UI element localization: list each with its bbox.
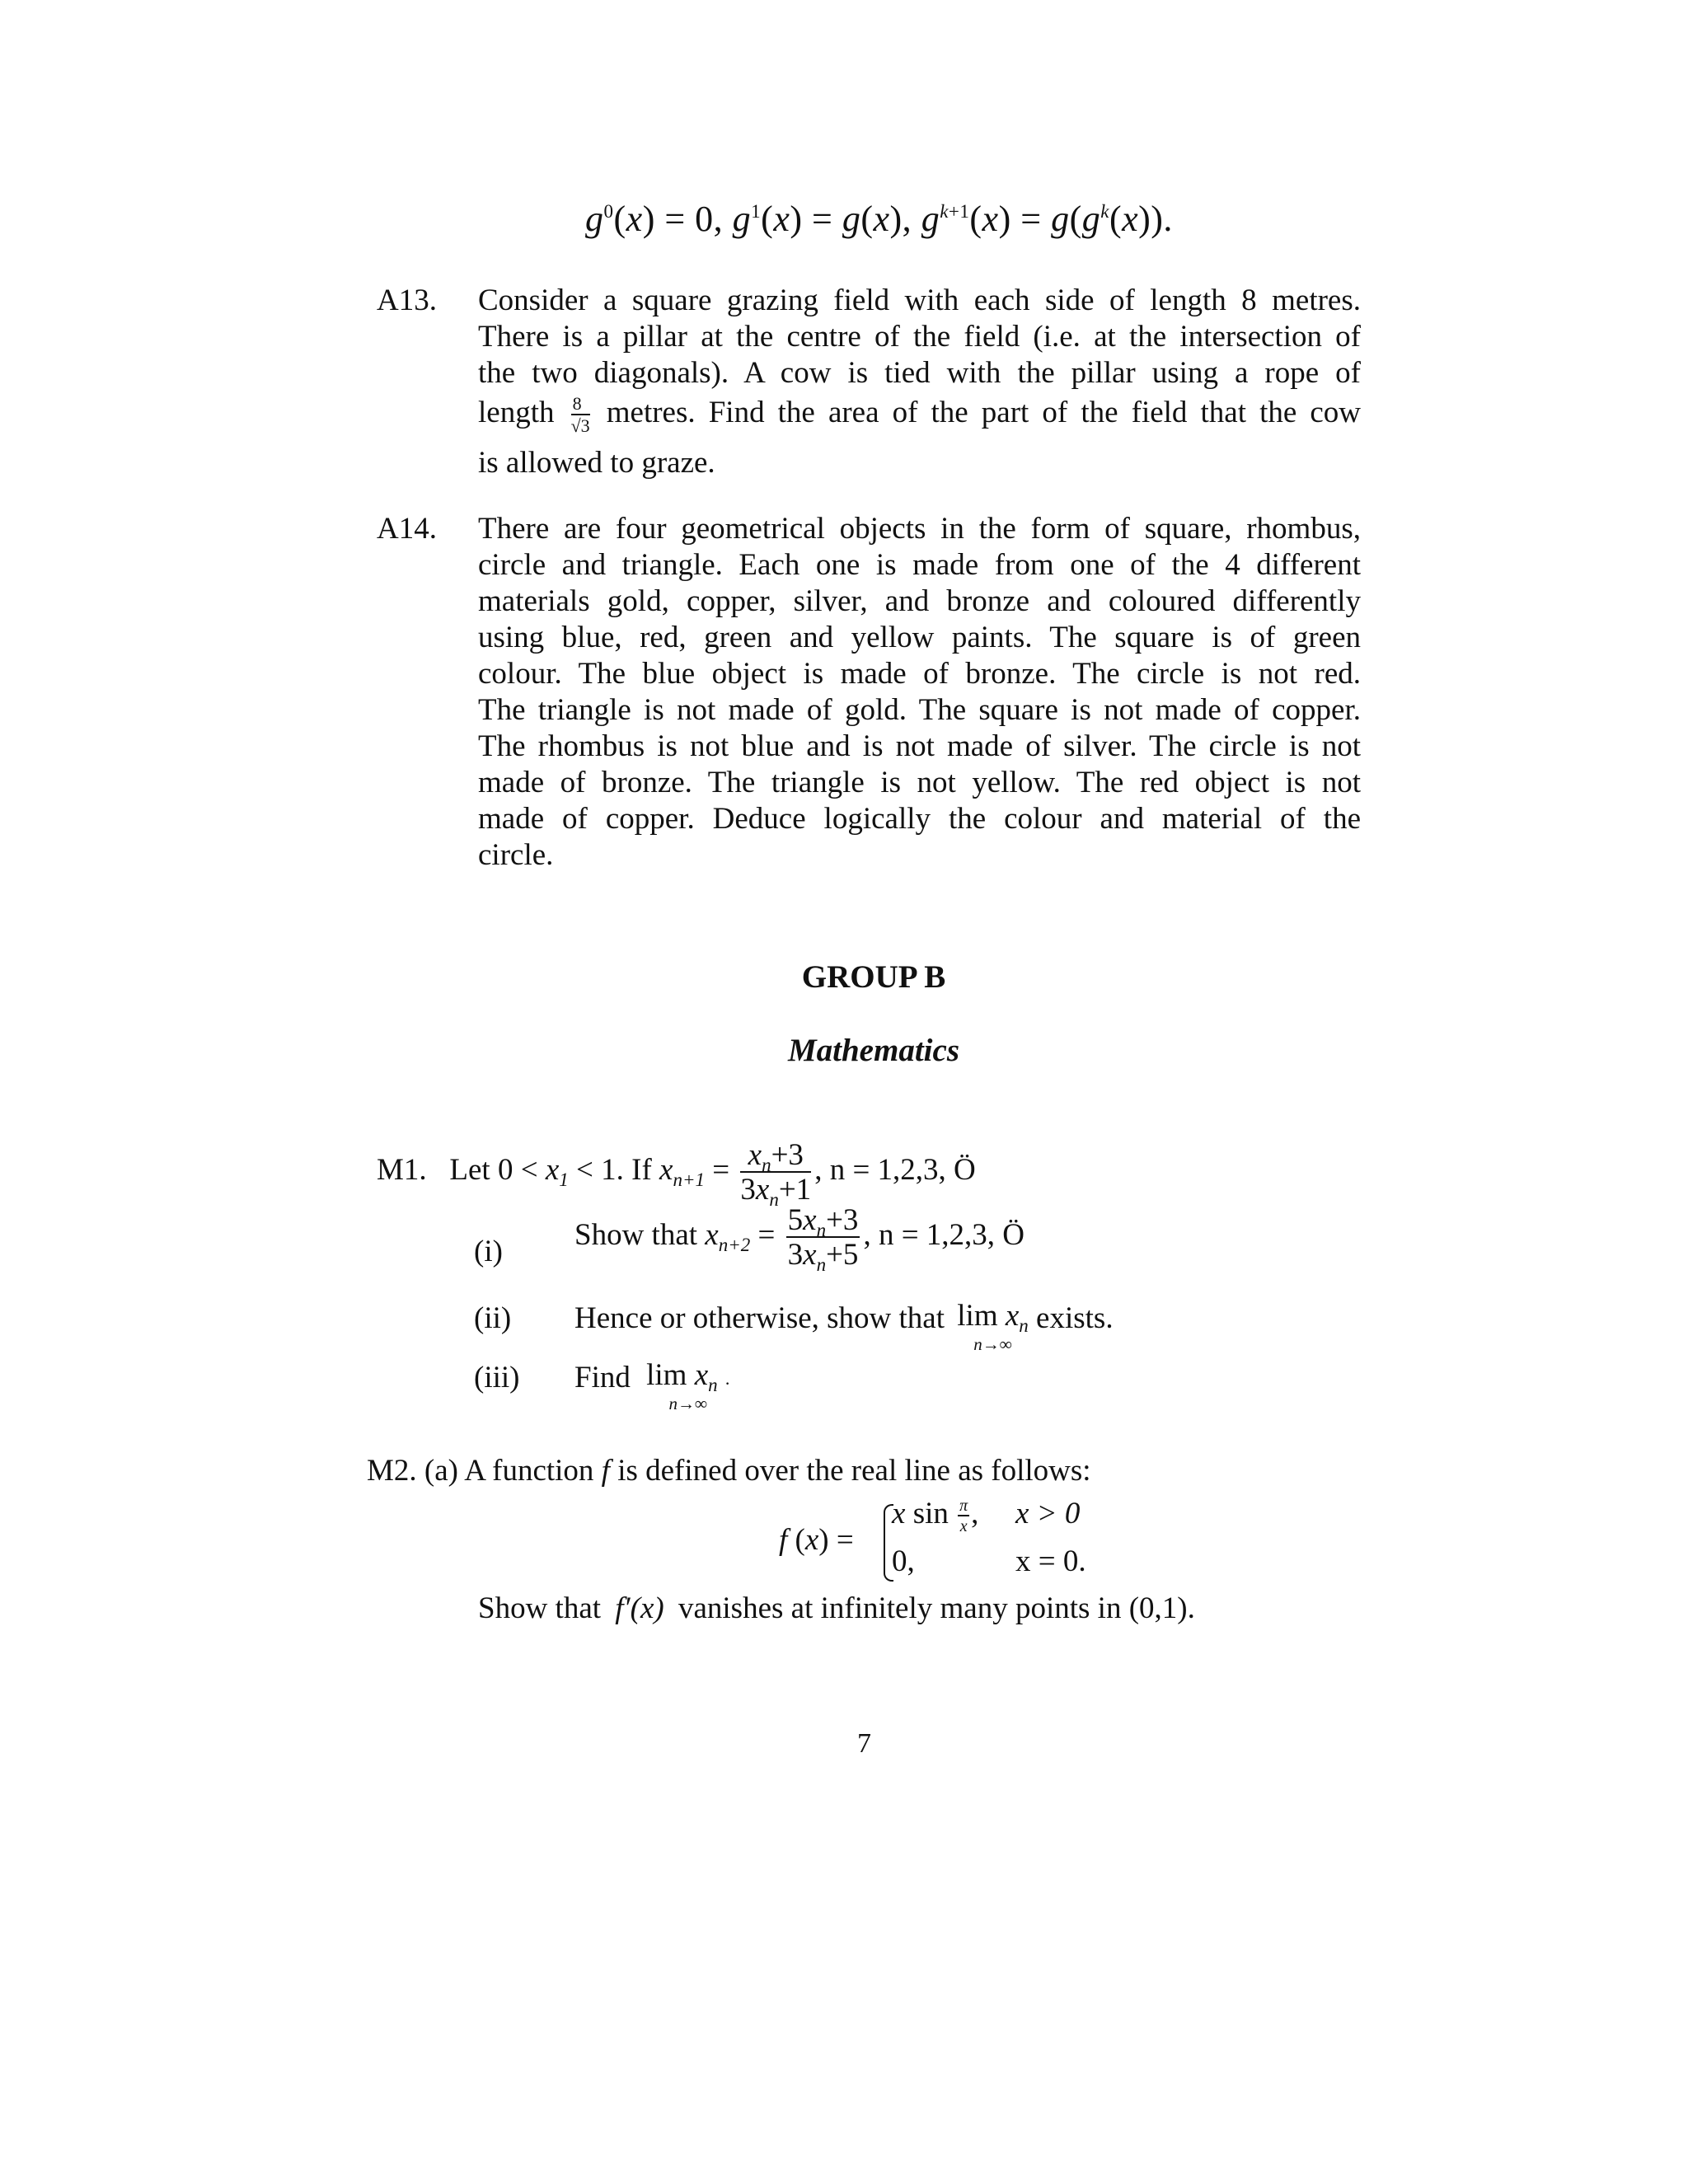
m2-show-line: Show that f′(x) vanishes at infinitely many points in (0,1).	[478, 1591, 1195, 1625]
a13-line: There is a pillar at the centre of the field (i.e. at the intersection of	[478, 320, 1361, 354]
m1-part-label: (iii)	[474, 1361, 520, 1394]
question-a14	[478, 511, 1361, 874]
piecewise-condition-1: x > 0	[1015, 1497, 1081, 1530]
recurrence-fraction: $\frac{x_n+3}{3x_n+1}$	[740, 1138, 812, 1210]
a14-line: using blue, red, green and yellow paints. The square is of green	[478, 621, 1361, 654]
piecewise-condition-2: x = 0.	[1015, 1544, 1086, 1578]
index-range: n = 1,2,3, Ö	[829, 1152, 976, 1187]
function-name: f (x) =	[779, 1523, 854, 1557]
question-number-m1: M1.	[377, 1152, 427, 1187]
two-step-fraction: $\frac{5x_n+3}{3x_n+5}$	[787, 1203, 859, 1275]
a14-line: There are four geometrical objects in the form of square, rhombus,	[478, 512, 1361, 546]
m1-part-iii: Find $\lim x_n$ . n→∞	[574, 1358, 730, 1413]
m1-part-ii: Hence or otherwise, show that $\lim x_n$ n→∞ exists.	[574, 1299, 1114, 1354]
question-number-a14: A14.	[377, 512, 437, 546]
limit-expression: $\lim x_n$ . n→∞	[646, 1358, 730, 1413]
a13-line: is allowed to graze.	[478, 446, 715, 480]
a14-line: made of bronze. The triangle is not yellow. The red object is not	[478, 766, 1361, 799]
a14-line: circle and triangle. Each one is made from one of the 4 different	[478, 548, 1361, 582]
question-m1: M1. Let $0 < x_1 < 1$. If $x_{n+1}$ = $\frac{x_n+3}{3x_n+1}$ , n = 1,2,3, Ö	[377, 1138, 976, 1210]
a14-line: circle.	[478, 838, 554, 872]
piecewise-case-2: 0,	[892, 1544, 915, 1578]
m1-part-i: Show that $x_{n+2}$ = $\frac{5x_n+3}{3x_n+5}$ , n = 1,2,3, Ö	[574, 1203, 1025, 1275]
question-m2: M2. (a) A function f is defined over the real line as follows:	[367, 1454, 1091, 1488]
a13-line: the two diagonals). A cow is tied with the pillar using a rope of	[478, 356, 1361, 390]
a14-line: colour. The blue object is made of bronze. The circle is not red.	[478, 657, 1361, 691]
piecewise-case-1: x sin $\frac{\pi}{x}$ ,	[892, 1497, 979, 1536]
question-number-a13: A13.	[377, 284, 437, 317]
limit-expression: $\lim x_n$ n→∞	[957, 1299, 1029, 1354]
rope-length-fraction: $\frac{8}{√3}$	[570, 393, 590, 437]
recursion-definition: $g^0(x) = 0$, $g^1(x) = g(x)$, $g^{k+1}(x) = g(g^k(x))$.	[585, 199, 1173, 239]
a14-line: materials gold, copper, silver, and bronze and coloured differently	[478, 584, 1361, 618]
section-heading: Mathematics	[787, 1033, 959, 1068]
a13-line: length $\frac{8}{√3}$ metres. Find the area of the part of the field that the cow	[478, 393, 1362, 437]
group-heading: GROUP B	[801, 959, 946, 995]
question-a13	[478, 283, 1361, 481]
a14-line: The triangle is not made of gold. The square is not made of copper.	[478, 693, 1361, 727]
sine-argument-fraction: $\frac{\pi}{x}$	[959, 1497, 968, 1536]
a13-line: Consider a square grazing field with each side of length 8 metres.	[478, 284, 1361, 317]
question-number-m2: M2. (a)	[367, 1454, 458, 1488]
a14-line: made of copper. Deduce logically the colour and material of the	[478, 802, 1361, 836]
m1-part-label: (i)	[474, 1235, 503, 1268]
page-number: 7	[857, 1728, 871, 1759]
a14-line: The rhombus is not blue and is not made of silver. The circle is not	[478, 729, 1361, 763]
m1-part-label: (ii)	[474, 1301, 512, 1335]
